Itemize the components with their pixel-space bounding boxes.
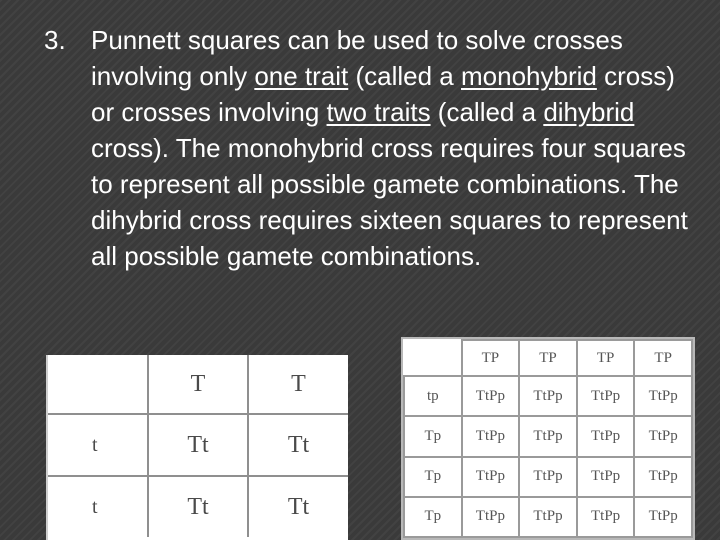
column-header: TP — [634, 340, 692, 376]
genotype-cell: TtPp — [462, 457, 520, 497]
underlined-term-monohybrid: monohybrid — [461, 61, 597, 91]
table-row — [48, 414, 348, 476]
slide-body-text — [44, 22, 704, 274]
underlined-term-dihybrid: dihybrid — [543, 97, 635, 127]
genotype-cell: TtPp — [634, 497, 692, 537]
text-segment: (called a — [348, 61, 461, 91]
row-header: t — [48, 476, 148, 537]
genotype-cell: TtPp — [519, 457, 577, 497]
text-segment: cross). The monohybrid cross requires four squares to represent all possible gamete combinations. The dihybrid cross requires sixteen squares to represent all possible gamete combinations. — [91, 133, 688, 271]
table-row — [404, 497, 692, 537]
row-header: Tp — [404, 497, 462, 537]
genotype-cell: TtPp — [577, 376, 635, 416]
column-header: TP — [462, 340, 520, 376]
column-header: TP — [519, 340, 577, 376]
genotype-cell: TtPp — [519, 376, 577, 416]
genotype-cell: TtPp — [519, 416, 577, 456]
genotype-cell: TtPp — [634, 457, 692, 497]
genotype-cell: TtPp — [577, 457, 635, 497]
genotype-cell: Tt — [287, 493, 310, 520]
genotype-cell: TtPp — [634, 416, 692, 456]
list-number: 3. — [44, 25, 66, 55]
underlined-term-two-traits: two traits — [326, 97, 431, 127]
genotype-cell: TtPp — [577, 416, 635, 456]
row-header: tp — [404, 376, 462, 416]
text-segment: cross) or crosses involving — [91, 61, 675, 127]
genotype-cell: TtPp — [462, 416, 520, 456]
dihybrid-punnett-square — [401, 337, 695, 540]
text-segment: Punnett squares can be used to solve crosses involving only — [91, 25, 623, 91]
corner-cell — [48, 355, 148, 414]
table-row — [404, 340, 692, 376]
genotype-cell: TtPp — [577, 497, 635, 537]
genotype-cell: TtPp — [462, 376, 520, 416]
paragraph — [91, 22, 704, 274]
row-header: Tp — [404, 457, 462, 497]
text-segment: (called a — [430, 97, 544, 127]
row-header: t — [48, 414, 148, 476]
genotype-cell: TtPp — [462, 497, 520, 537]
table-row — [48, 355, 348, 414]
column-header: T — [248, 355, 348, 414]
genotype-cell: Tt — [148, 476, 248, 537]
table-row — [404, 376, 692, 416]
monohybrid-punnett-square — [46, 355, 348, 540]
dihybrid-grid — [403, 339, 693, 538]
table-row — [404, 416, 692, 456]
row-header: Tp — [404, 416, 462, 456]
monohybrid-grid — [48, 355, 348, 537]
underlined-term-one-trait: one trait — [254, 61, 349, 91]
genotype-cell: Tt — [148, 414, 248, 476]
table-row — [404, 457, 692, 497]
column-header: TP — [577, 340, 635, 376]
table-row — [48, 476, 348, 537]
genotype-cell: TtPp — [634, 376, 692, 416]
genotype-cell: TtPp — [519, 497, 577, 537]
column-header: T — [148, 355, 248, 414]
corner-cell — [404, 340, 462, 376]
genotype-cell: Tt — [248, 414, 348, 476]
